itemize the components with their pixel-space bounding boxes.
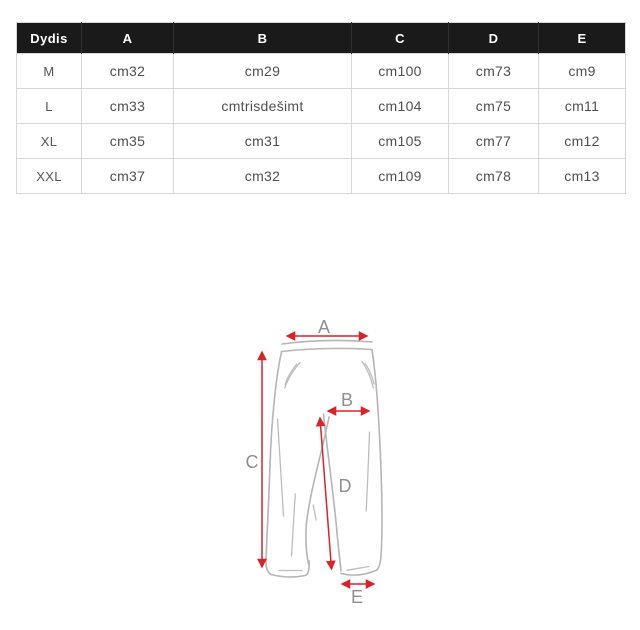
left-leg-crease-lower	[292, 494, 296, 556]
column-header-a: A	[82, 23, 174, 54]
right-pocket-inner-line	[365, 363, 374, 384]
left-pocket-line	[285, 363, 300, 389]
right-leg-hem	[341, 570, 377, 575]
right-leg-crease-upper	[366, 432, 369, 511]
measurement-cell: cm105	[352, 124, 449, 159]
size-cell: XXL	[17, 159, 82, 194]
waistband-bottom-line	[282, 348, 373, 351]
label-b: B	[340, 390, 354, 410]
measurement-cell: cm109	[352, 159, 449, 194]
measurement-cell: cm11	[539, 89, 626, 124]
measurement-cell: cm29	[174, 54, 352, 89]
table-row	[17, 54, 626, 89]
size-table	[16, 22, 626, 194]
left-leg-crease-upper	[278, 419, 284, 516]
column-header-c: C	[352, 23, 449, 54]
label-e: E	[350, 587, 364, 607]
left-leg-hem	[271, 561, 309, 577]
label-a: A	[317, 317, 331, 337]
measurement-cell: cm77	[449, 124, 539, 159]
trousers-outline	[266, 340, 382, 577]
left-leg-outer-seam	[266, 352, 282, 575]
table-header-row	[17, 23, 626, 54]
measurement-cell: cm33	[82, 89, 174, 124]
size-cell: XL	[17, 124, 82, 159]
center-crease-line	[313, 505, 316, 520]
right-hem-stitch-line	[347, 567, 369, 571]
pants-measurement-diagram	[230, 312, 400, 612]
column-header-d: D	[449, 23, 539, 54]
measurement-cell: cm9	[539, 54, 626, 89]
waistband-top-line	[282, 340, 372, 344]
measurement-cell: cm32	[174, 159, 352, 194]
size-cell: L	[17, 89, 82, 124]
measurement-cell: cm37	[82, 159, 174, 194]
label-c: C	[245, 452, 259, 472]
column-header-b: B	[174, 23, 352, 54]
measurement-cell: cm75	[449, 89, 539, 124]
table-row	[17, 124, 626, 159]
measurement-cell: cm32	[82, 54, 174, 89]
measurement-cell: cm13	[539, 159, 626, 194]
size-cell: M	[17, 54, 82, 89]
measurement-cell: cm35	[82, 124, 174, 159]
measurement-cell: cm73	[449, 54, 539, 89]
measurement-cell: cm104	[352, 89, 449, 124]
measurement-labels	[246, 317, 364, 607]
label-d: D	[338, 476, 352, 496]
table-row	[17, 159, 626, 194]
measurement-arrows	[262, 336, 374, 584]
measurement-cell: cmtrisdešimt	[174, 89, 352, 124]
measurement-cell: cm100	[352, 54, 449, 89]
measurement-cell: cm31	[174, 124, 352, 159]
column-header-e: E	[539, 23, 626, 54]
measurement-cell: cm12	[539, 124, 626, 159]
table-row	[17, 89, 626, 124]
measurement-cell: cm78	[449, 159, 539, 194]
column-header-dydis: Dydis	[17, 23, 82, 54]
